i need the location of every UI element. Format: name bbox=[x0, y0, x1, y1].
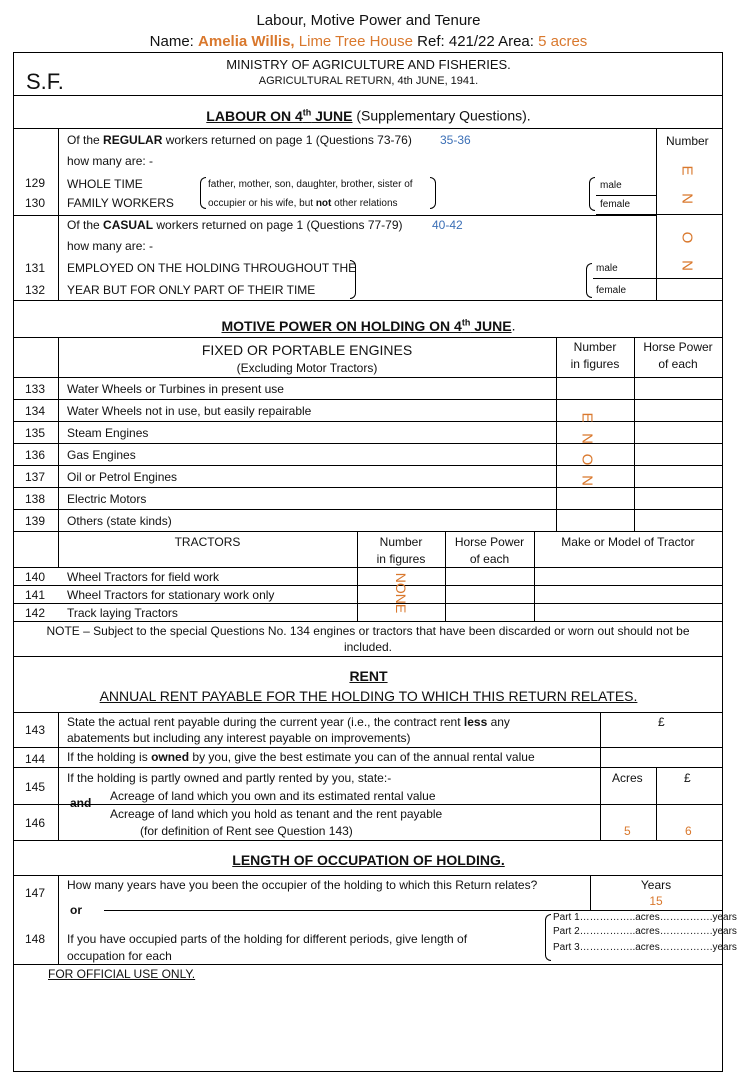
tractors-number-header-1: Number bbox=[379, 535, 423, 549]
engine-q-number: 133 bbox=[25, 382, 46, 396]
q129-label: WHOLE TIME bbox=[67, 177, 143, 191]
occupier-name: Amelia Willis, bbox=[198, 33, 295, 50]
q144-number: 144 bbox=[25, 752, 46, 766]
engine-label: Steam Engines bbox=[67, 426, 149, 440]
engines-number-header-1: Number bbox=[573, 340, 617, 354]
note-line-1: NOTE – Subject to the special Questions No. 134 engines or tractors that have been discarded or worn out should not be bbox=[46, 624, 690, 638]
q143-text-1: State the actual rent payable during the current year (i.e., the contract rent less any bbox=[67, 715, 510, 729]
and-label: and bbox=[70, 796, 92, 810]
tractor-q-number: 141 bbox=[25, 588, 46, 602]
rent-subtitle: ANNUAL RENT PAYABLE FOR THE HOLDING TO WHICH THIS RETURN RELATES. bbox=[99, 688, 638, 704]
area-label: Area: bbox=[498, 33, 534, 50]
rent-section-title: RENT bbox=[349, 668, 388, 684]
q132-label: YEAR BUT FOR ONLY PART OF THEIR TIME bbox=[67, 283, 316, 297]
tractors-make-header: Make or Model of Tractor bbox=[561, 535, 695, 549]
q143-number: 143 bbox=[25, 723, 46, 737]
engine-label: Water Wheels or Turbines in present use bbox=[67, 382, 284, 396]
engines-subheader: (Excluding Motor Tractors) bbox=[236, 361, 378, 375]
tractor-label: Wheel Tractors for field work bbox=[67, 570, 220, 584]
q130-female-label: female bbox=[600, 199, 631, 210]
q132-female-label: female bbox=[596, 285, 627, 296]
part-2-line: Part 2……………..acres…………….years bbox=[553, 926, 737, 937]
q146-text-1: Acreage of land which you hold as tenant and the rent payable bbox=[110, 807, 443, 821]
q148-text-2: occupation for each bbox=[67, 949, 172, 963]
labour-section-title: LABOUR ON 4th JUNE (Supplementary Questions). bbox=[206, 107, 531, 124]
name-label: Name: bbox=[149, 33, 194, 50]
tractors-none-mark: NONE bbox=[393, 572, 409, 614]
reference: Ref: 421/22 bbox=[417, 33, 495, 50]
motive-section-title: MOTIVE POWER ON HOLDING ON 4th JUNE. bbox=[221, 317, 516, 334]
engine-label: Others (state kinds) bbox=[67, 514, 172, 528]
occupation-section-title: LENGTH OF OCCUPATION OF HOLDING. bbox=[232, 852, 505, 868]
part-1-line: Part 1……………..acres…………….years bbox=[553, 912, 737, 923]
q145-text: If the holding is partly owned and partly rented by you, state:- bbox=[67, 771, 392, 785]
engines-hp-header-2: of each bbox=[658, 357, 698, 371]
engines-number-header-2: in figures bbox=[570, 357, 620, 371]
rent-value: 6 bbox=[685, 824, 692, 838]
q143-pound-header: £ bbox=[658, 715, 665, 729]
q130-label: FAMILY WORKERS bbox=[67, 196, 174, 210]
engine-q-number: 136 bbox=[25, 448, 46, 462]
acres-header: Acres bbox=[612, 771, 643, 785]
tractor-q-number: 140 bbox=[25, 570, 46, 584]
years-header: Years bbox=[640, 878, 672, 892]
regular-ref: 35-36 bbox=[440, 133, 471, 147]
part-3-line: Part 3……………..acres…………….years bbox=[553, 942, 737, 953]
q146-text-2: (for definition of Rent see Question 143) bbox=[140, 824, 353, 838]
official-use-label: FOR OFFICIAL USE ONLY. bbox=[48, 967, 196, 981]
engines-header: FIXED OR PORTABLE ENGINES bbox=[201, 342, 413, 358]
form-code: S.F. bbox=[26, 69, 64, 94]
labour-none-mark-2: O N bbox=[678, 231, 696, 271]
engine-q-number: 134 bbox=[25, 404, 46, 418]
acres-value: 5 bbox=[624, 824, 631, 838]
q148-number: 148 bbox=[25, 932, 46, 946]
regular-intro: Of the REGULAR workers returned on page 1 (Questions 73-76) bbox=[67, 133, 412, 147]
tractors-hp-header-1: Horse Power bbox=[454, 535, 525, 549]
q130-number: 130 bbox=[25, 196, 46, 210]
family-note-2: occupier or his wife, but not other relations bbox=[208, 198, 398, 209]
q144-text: If the holding is owned by you, give the best estimate you can of the annual rental value bbox=[67, 750, 535, 764]
labour-none-mark-1: E N bbox=[678, 165, 696, 204]
q146-number: 146 bbox=[25, 816, 46, 830]
q131-male-label: male bbox=[596, 263, 618, 274]
tractors-hp-header-2: of each bbox=[469, 552, 510, 566]
casual-ref: 40-42 bbox=[432, 218, 463, 232]
engine-label: Gas Engines bbox=[67, 448, 136, 462]
page-title: Labour, Motive Power and Tenure bbox=[256, 12, 481, 29]
or-label: or bbox=[70, 903, 82, 917]
q145-sub-text: Acreage of land which you own and its estimated rental value bbox=[110, 789, 436, 803]
return-title: AGRICULTURAL RETURN, 4th JUNE, 1941. bbox=[258, 75, 479, 87]
tractor-label: Track laying Tractors bbox=[67, 606, 178, 620]
engine-q-number: 135 bbox=[25, 426, 46, 440]
q132-number: 132 bbox=[25, 283, 46, 297]
q143-text-2: abatements but including any interest payable on improvements) bbox=[67, 731, 411, 745]
q129-male-label: male bbox=[600, 180, 622, 191]
engine-q-number: 138 bbox=[25, 492, 46, 506]
tractors-header: TRACTORS bbox=[174, 535, 241, 549]
engine-label: Electric Motors bbox=[67, 492, 147, 506]
tractors-number-header-2: in figures bbox=[376, 552, 426, 566]
family-note-1: father, mother, son, daughter, brother, sister of bbox=[208, 179, 413, 190]
area-value: 5 acres bbox=[538, 33, 588, 50]
q131-number: 131 bbox=[25, 261, 46, 275]
casual-how-many: how many are: - bbox=[67, 239, 154, 253]
casual-intro: Of the CASUAL workers returned on page 1 (Questions 77-79) bbox=[67, 218, 403, 232]
regular-how-many: how many are: - bbox=[67, 154, 154, 168]
engines-hp-header-1: Horse Power bbox=[643, 340, 713, 354]
name-line bbox=[0, 33, 737, 50]
engine-label: Oil or Petrol Engines bbox=[67, 470, 178, 484]
q129-number: 129 bbox=[25, 176, 46, 190]
engine-q-number: 139 bbox=[25, 514, 46, 528]
holding-name: Lime Tree House bbox=[298, 33, 413, 50]
engine-q-number: 137 bbox=[25, 470, 46, 484]
note-line-2: included. bbox=[343, 640, 393, 654]
labour-number-header: Number bbox=[666, 134, 709, 148]
q145-number: 145 bbox=[25, 780, 46, 794]
q148-text-1: If you have occupied parts of the holding for different periods, give length of bbox=[67, 932, 468, 946]
years-value: 15 bbox=[649, 894, 663, 908]
q147-number: 147 bbox=[25, 886, 46, 900]
engines-none-mark: E N O N bbox=[578, 412, 596, 486]
engine-label: Water Wheels not in use, but easily repairable bbox=[67, 404, 312, 418]
ministry-title: MINISTRY OF AGRICULTURE AND FISHERIES. bbox=[226, 57, 511, 72]
tractor-label: Wheel Tractors for stationary work only bbox=[67, 588, 275, 602]
tractor-q-number: 142 bbox=[25, 606, 46, 620]
q147-text: How many years have you been the occupier of the holding to which this Return relates? bbox=[67, 878, 538, 892]
q131-label: EMPLOYED ON THE HOLDING THROUGHOUT THE bbox=[67, 261, 357, 275]
rent-pound-header: £ bbox=[684, 771, 691, 785]
